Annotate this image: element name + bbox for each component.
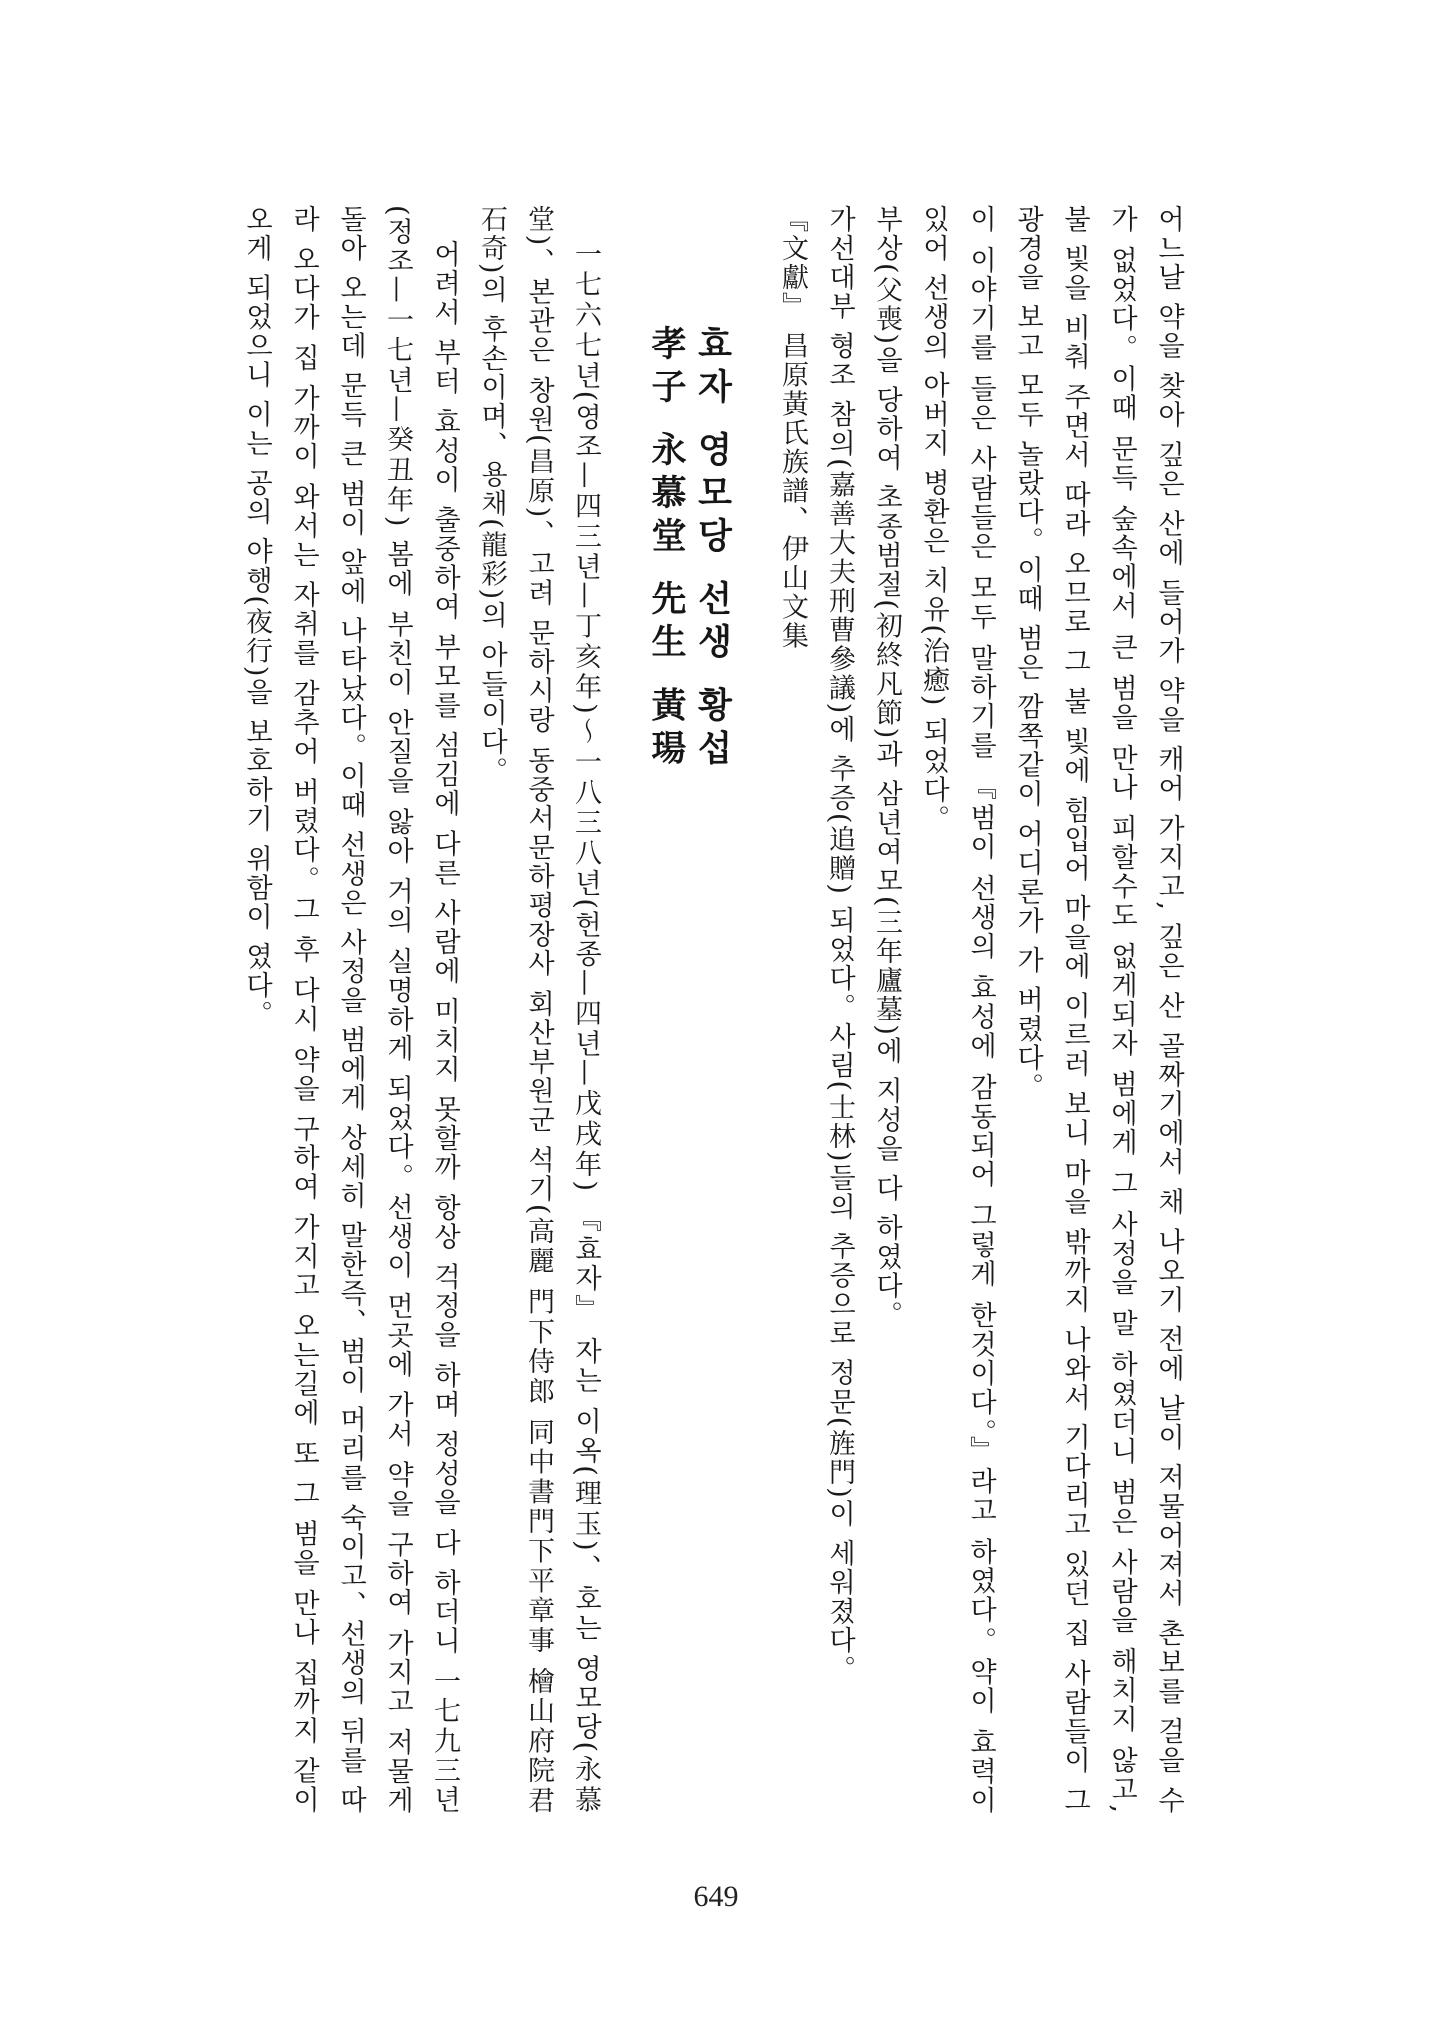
story-paragraph-1: 어느날 약을 찾아 깊은 산에 들어가 약을 캐어 가지고, 깊은 산 골짜기에서 채 나오기 전에 날이 저물어져서 촌보를 걸을 수가 없었다。이때 문득 숲속에서 큰 범을 만나 피할수도 없게되자 범에게 그 사정을 말 하였더니 범은 사람을 해치지 않고, 불 빛을 비춰 주면서 따라 오므로 그 불 빛에 힘입어 마을에 이르러 보니 마을 밖까지 나와서 기다리고 있던 집 사람들이 그 광경을 보고 모두 놀랐다。이때 범은 깜쪽같이 어디론가 가 버렸다。 [1012, 205, 1184, 1815]
story-paragraph-2: 이 이야기를 들은 사람들은 모두 말하기를 『범이 선생의 효성에 감동되어 그렇게 한것이다。』라고 하였다。약이 효력이 있어 선생의 아버지 병환은 치유(治癒) 되었다。 [918, 205, 996, 1815]
story-paragraph-4: 가선대부 형조 참의(嘉善大夫刑曹參議)에 추증(追贈) 되었다。사림(士林)들의 추증으로 정문(旌門)이 세워졌다。 [824, 205, 855, 1685]
vertical-text-body [233, 205, 1192, 1815]
heading-title-hanja: 孝子 永慕堂 先生 黃瑒 [646, 325, 687, 773]
biography-paragraph-2: 어려서 부터 효성이 출중하여 부모를 섬김에 다른 사람에 미치지 못할까 항상 걱정을 하며 정성을 다 하더니 一七九三년(정조—一七년—癸丑年) 봄에 부친이 안질을 앓아 거의 실명하게 되었다。선생이 먼곳에 가서 약을 구하여 가지고 저물게 돌아 오는데 문득 큰 범이 앞에 나타났다。이때 선생은 사정을 범에게 상세히 말한즉、범이 머리를 숙이고、선생의 뒤를 따라 오다가 집 가까이 와서는 자취를 감추어 버렸다。그 후 다시 약을 구하여 가지고 오는길에 또 그 범을 만나 집까지 같이오게 되었으니 이는 공의 야행(夜行)을 보호하기 위함이 였다。 [241, 205, 460, 1815]
biography-paragraph-1: 一七六七년(영조—四三년—丁亥年)～一八三八년(헌종—四년—戊戌年) 『효자』 자는 이옥(理玉)、호는 영모당(永慕堂)、본관은 창원(昌原)、고려 문하시랑 동중서문하평장사 회산부원군 석기(高麗 門下侍郎 同中書門下平章事 檜山府院君 石奇)의 후손이며、용채(龍彩)의 아들이다。 [476, 205, 601, 1815]
references: 『文獻』 昌原黃氏族譜、伊山文集 [777, 205, 808, 651]
story-paragraph-3: 부상(父喪)을 당하여 초종범절(初終凡節)과 삼년여모(三年廬墓)에 지성을 다 하였다。 [871, 205, 902, 1330]
heading-title-hangul: 효자 영모당 선생 황섭 [692, 325, 733, 773]
page-number: 649 [693, 1880, 739, 1913]
section-heading [643, 205, 735, 1815]
